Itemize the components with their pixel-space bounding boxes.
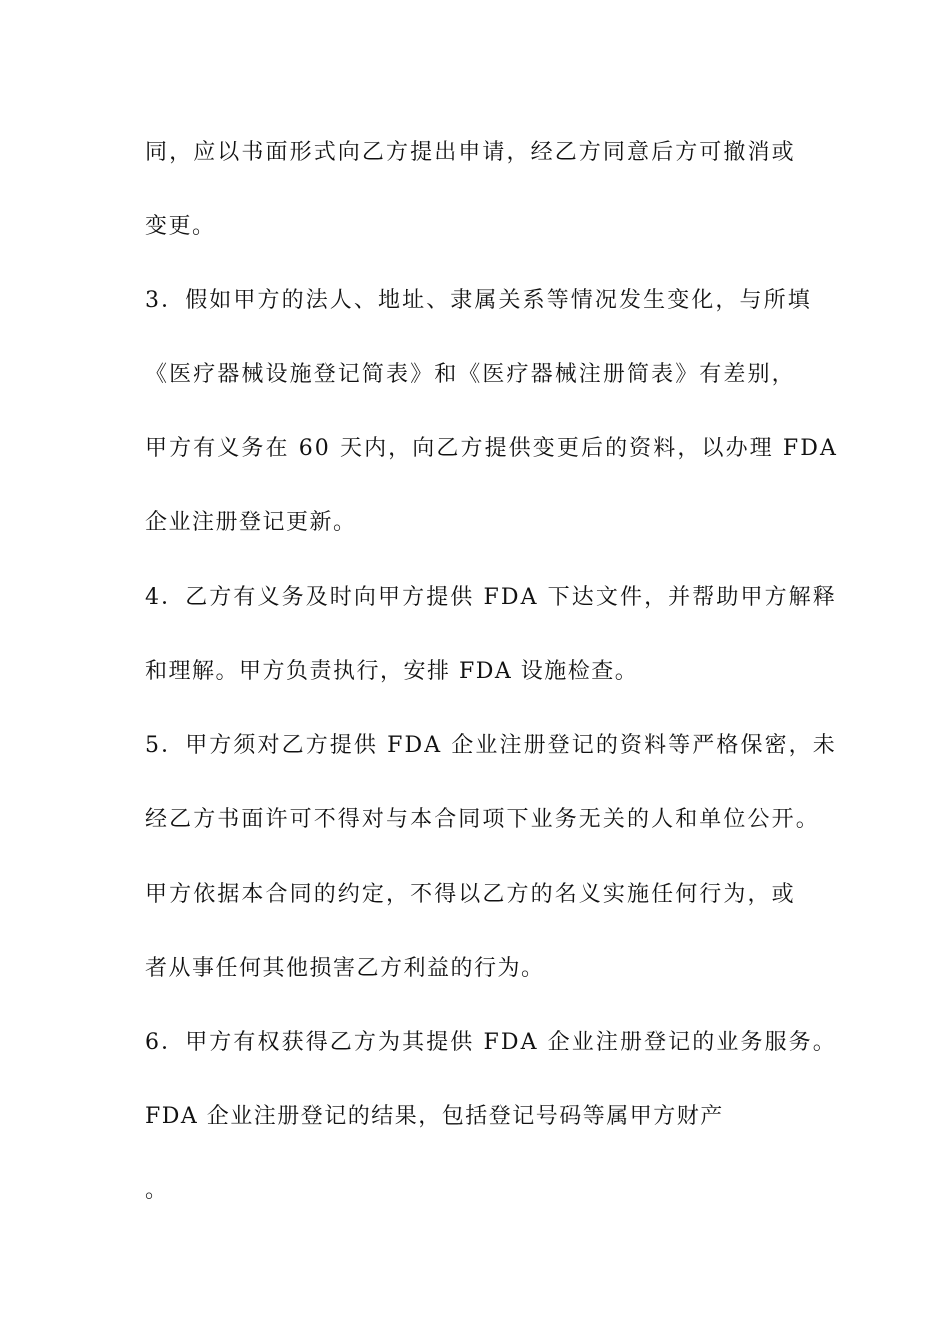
clause-5-line: 5．甲方须对乙方提供 FDA 企业注册登记的资料等严格保密，未 (145, 733, 837, 758)
paragraph-line: 变更。 (145, 214, 216, 239)
paragraph-line: 同，应以书面形式向乙方提出申请，经乙方同意后方可撤消或 (145, 140, 796, 165)
paragraph-line: 和理解。甲方负责执行，安排 FDA 设施检查。 (145, 659, 639, 684)
clause-6-line: 6．甲方有权获得乙方为其提供 FDA 企业注册登记的业务服务。 (145, 1030, 837, 1055)
paragraph-line: 企业注册登记更新。 (145, 510, 357, 535)
paragraph-line: 《医疗器械设施登记简表》和《医疗器械注册简表》有差别， (145, 362, 796, 387)
clause-3-line: 3．假如甲方的法人、地址、隶属关系等情况发生变化，与所填 (145, 288, 812, 313)
paragraph-line: FDA 企业注册登记的结果，包括登记号码等属甲方财产 (145, 1104, 724, 1129)
paragraph-line: 者从事任何其他损害乙方利益的行为。 (145, 956, 545, 981)
paragraph-line: 甲方有义务在 60 天内，向乙方提供变更后的资料，以办理 FDA (145, 436, 838, 461)
clause-4-line: 4．乙方有义务及时向甲方提供 FDA 下达文件，并帮助甲方解释 (145, 585, 837, 610)
trailing-punctuation: 。 (145, 1178, 169, 1203)
paragraph-line: 经乙方书面许可不得对与本合同项下业务无关的人和单位公开。 (145, 807, 820, 832)
paragraph-line: 甲方依据本合同的约定，不得以乙方的名义实施任何行为，或 (145, 882, 796, 907)
